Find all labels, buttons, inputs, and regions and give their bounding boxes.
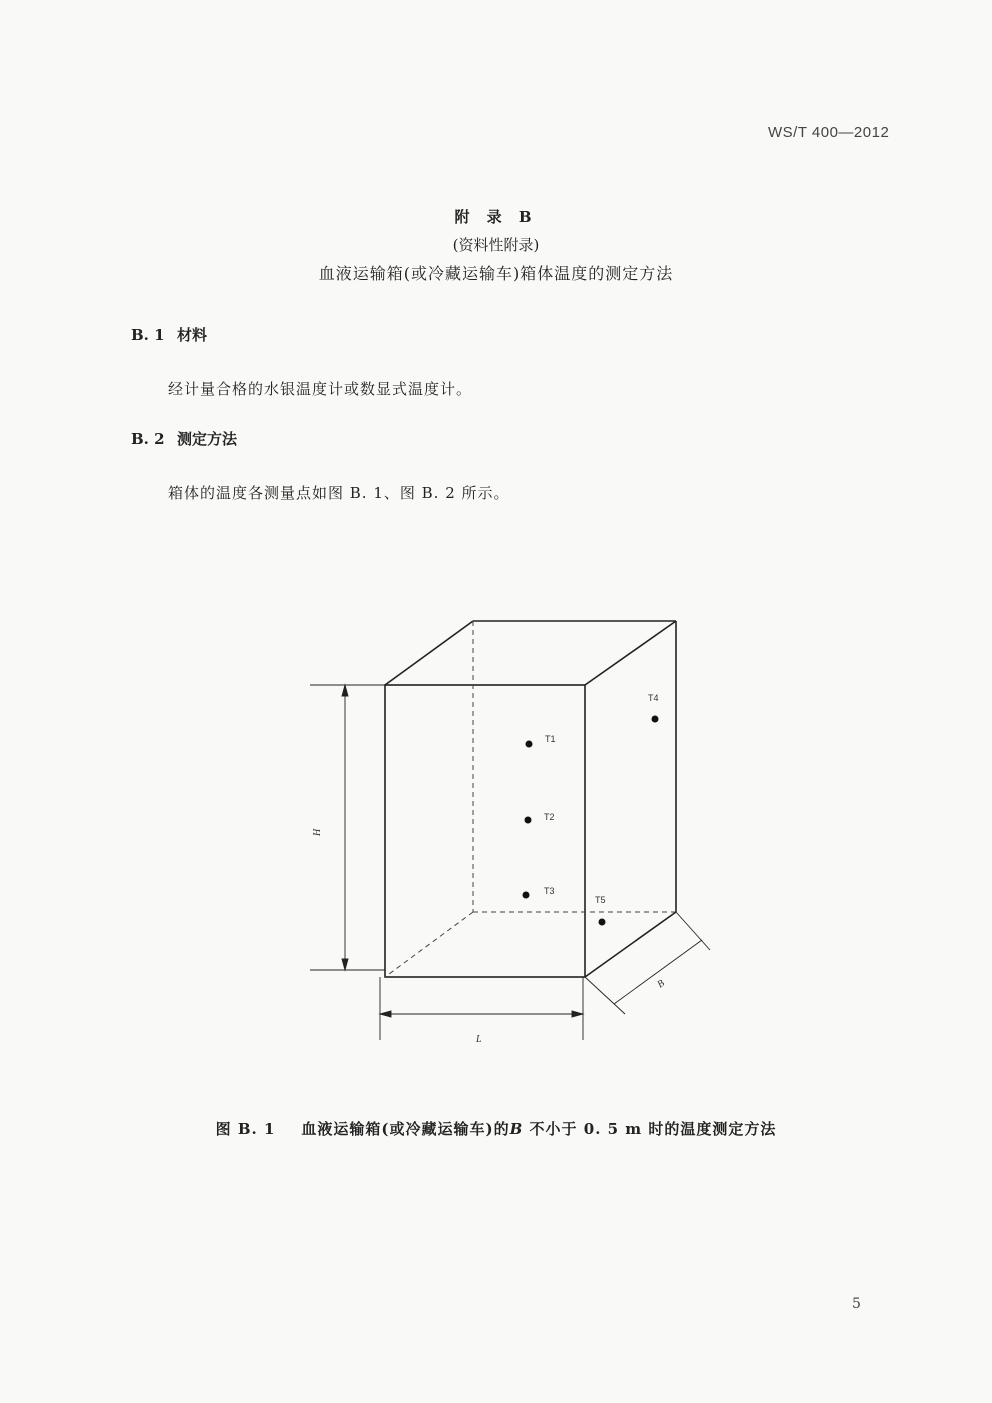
- point-t2-label: T2: [544, 812, 555, 822]
- page-number: 5: [852, 1296, 861, 1312]
- standard-code: WS/T 400—2012: [768, 124, 890, 141]
- caption-variable: B: [509, 1120, 524, 1138]
- box-measurement-diagram: [290, 600, 730, 1060]
- section-title: 测定方法: [177, 430, 238, 448]
- appendix-type: (资料性附录): [452, 236, 540, 254]
- h-label: H: [312, 828, 323, 836]
- point-t1-dot: [526, 741, 533, 748]
- point-t5-label: T5: [595, 895, 606, 905]
- appendix-label: 附 录 B: [454, 208, 538, 226]
- h-arrow-top: [342, 685, 348, 696]
- section-heading-b2: [131, 428, 237, 449]
- point-t4-dot: [652, 716, 659, 723]
- point-t3-label: T3: [544, 886, 555, 896]
- section-paragraph-b2: 箱体的温度各测量点如图 B. 1、图 B. 2 所示。: [168, 484, 510, 502]
- section-heading-b1: [131, 324, 207, 345]
- section-paragraph-b1: 经计量合格的水银温度计或数显式温度计。: [168, 380, 473, 398]
- point-t3-dot: [523, 892, 530, 899]
- point-t4-label: T4: [648, 693, 659, 703]
- caption-prefix: 血液运输箱(或冷藏运输车)的: [301, 1120, 510, 1138]
- l-arrow-left: [380, 1011, 391, 1017]
- point-t1-label: T1: [545, 734, 556, 744]
- caption-suffix: 不小于 0. 5 m 时的温度测定方法: [529, 1120, 777, 1138]
- box-hidden-left-edge: [385, 912, 473, 977]
- figure-id: 图 B. 1: [215, 1120, 276, 1138]
- point-t2-dot: [525, 817, 532, 824]
- h-arrow-bottom: [342, 959, 348, 970]
- section-title: 材料: [177, 326, 208, 344]
- section-number: B. 2: [131, 430, 165, 448]
- box-front-face: [385, 685, 585, 977]
- box-top-left-edge: [385, 621, 473, 685]
- l-arrow-right: [572, 1011, 583, 1017]
- b-extension-back: [676, 912, 710, 950]
- l-label: L: [476, 1034, 482, 1045]
- b-extension-front: [585, 977, 625, 1014]
- figure-caption: [0, 1118, 992, 1139]
- b-label: B: [655, 977, 667, 991]
- b-dimension-line: [614, 940, 702, 1004]
- appendix-title: 血液运输箱(或冷藏运输车)箱体温度的测定方法: [318, 264, 674, 283]
- point-t5-dot: [599, 919, 606, 926]
- section-number: B. 1: [131, 326, 165, 344]
- box-top-right-edge: [585, 621, 676, 685]
